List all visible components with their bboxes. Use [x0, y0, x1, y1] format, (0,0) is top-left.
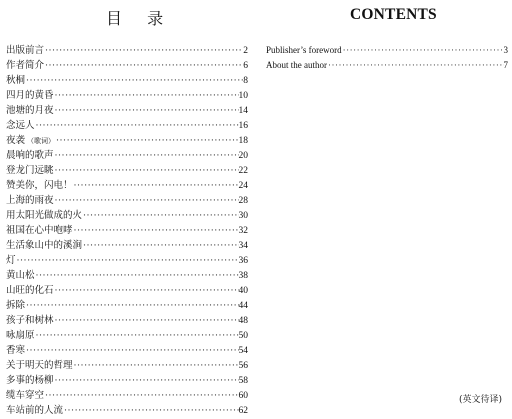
toc-entry-title — [6, 253, 16, 268]
toc-page-number: 34 — [238, 241, 248, 251]
toc-entry-title-text: 作者简介 — [6, 60, 45, 71]
toc-entry — [6, 388, 248, 403]
toc-entry — [6, 103, 248, 118]
toc-page-number: 50 — [238, 331, 248, 341]
toc-entry — [6, 223, 248, 238]
toc-entry — [6, 193, 248, 208]
toc-entry-title-text: 用太阳光做成的火 — [6, 210, 83, 221]
toc-entry-title-text: 念远人 — [6, 120, 35, 131]
toc-entry-title-text: 孩子和树林 — [6, 315, 54, 326]
toc-dot-leader — [54, 163, 239, 178]
toc-entry-title-text: 关于明天的哲理 — [6, 360, 73, 371]
toc-dot-leader — [54, 373, 239, 388]
toc-dot-leader — [25, 343, 238, 358]
toc-entry — [6, 373, 248, 388]
toc-entry-title — [6, 268, 35, 283]
toc-dot-leader — [44, 58, 243, 73]
toc-dot-leader — [342, 43, 504, 58]
toc-entry — [6, 343, 248, 358]
toc-entry-title-text: 生活象山中的溪涧 — [6, 240, 83, 251]
toc-dot-leader — [73, 223, 239, 238]
toc-entry — [6, 163, 248, 178]
toc-entry — [6, 268, 248, 283]
toc-entry-title — [266, 43, 342, 58]
toc-page-number: 16 — [238, 121, 248, 131]
toc-page-number: 60 — [238, 391, 248, 401]
toc-page-number: 22 — [238, 166, 248, 176]
toc-dot-leader — [25, 73, 243, 88]
toc-dot-leader — [44, 388, 238, 403]
toc-entry-title-text: 四月的黄昏 — [6, 90, 54, 101]
toc-entry — [6, 118, 248, 133]
toc-entry-title — [6, 118, 35, 133]
toc-entry-title — [6, 133, 55, 149]
toc-entry-title — [6, 313, 54, 328]
toc-page-number: 58 — [238, 376, 248, 386]
toc-page-number: 32 — [238, 226, 248, 236]
toc-dot-leader — [73, 358, 239, 373]
toc-dot-leader — [54, 88, 239, 103]
toc-entry — [6, 178, 248, 193]
toc-entry — [6, 88, 248, 103]
toc-entry-title-text: 秋桐 — [6, 75, 26, 86]
toc-entry-title-text: 登龙门远眺 — [6, 165, 54, 176]
toc-entry — [6, 313, 248, 328]
toc-page-number: 44 — [238, 301, 248, 311]
toc-dot-leader — [73, 178, 239, 193]
english-contents-heading: CONTENTS — [350, 6, 437, 23]
toc-page-number: 6 — [243, 61, 248, 71]
toc-entry-title — [266, 58, 327, 73]
toc-entry — [6, 283, 248, 298]
toc-entry-title — [6, 58, 44, 73]
toc-page-number: 62 — [238, 406, 248, 416]
toc-dot-leader — [327, 58, 504, 73]
english-toc-list — [266, 43, 508, 73]
toc-dot-leader — [16, 253, 239, 268]
toc-dot-leader — [54, 283, 239, 298]
toc-entry — [6, 328, 248, 343]
toc-entry-title-text: 车站前的人流 — [6, 405, 64, 416]
toc-page-number: 14 — [238, 106, 248, 116]
toc-entry-title — [6, 88, 54, 103]
toc-dot-leader — [54, 103, 239, 118]
toc-dot-leader — [54, 313, 239, 328]
toc-page-number: 20 — [238, 151, 248, 161]
toc-dot-leader — [35, 118, 239, 133]
toc-entry-title — [6, 388, 44, 403]
toc-page-number: 10 — [238, 91, 248, 101]
toc-dot-leader — [35, 268, 239, 283]
toc-entry-title — [6, 298, 25, 313]
toc-dot-leader — [44, 43, 243, 58]
toc-entry-title — [6, 358, 73, 373]
toc-entry-title — [6, 43, 44, 58]
chinese-toc-list — [6, 43, 248, 418]
toc-entry-title-text: 上海的雨夜 — [6, 195, 54, 206]
toc-entry-title-text: 祖国在心中咆哮 — [6, 225, 73, 236]
toc-entry — [6, 73, 248, 88]
toc-entry-title-text: 山旺的化石 — [6, 285, 54, 296]
toc-page-number: 54 — [238, 346, 248, 356]
toc-entry-title — [6, 343, 25, 358]
toc-entry-title-text: 咏扇原 — [6, 330, 35, 341]
toc-entry — [6, 58, 248, 73]
toc-page-number: 18 — [238, 136, 248, 146]
toc-page-number: 48 — [238, 316, 248, 326]
toc-entry — [6, 43, 248, 58]
toc-dot-leader — [82, 238, 238, 253]
toc-entry-title — [6, 223, 73, 238]
toc-dot-leader — [25, 298, 238, 313]
toc-entry — [6, 253, 248, 268]
toc-entry — [6, 298, 248, 313]
toc-entry-title — [6, 373, 54, 388]
toc-entry-title-text: 拆除 — [6, 300, 26, 311]
toc-page-number: 8 — [243, 76, 248, 86]
toc-page-number: 56 — [238, 361, 248, 371]
toc-entry-title-text: 多事的杨柳 — [6, 375, 54, 386]
toc-entry-title-text: 缆车穿空 — [6, 390, 45, 401]
toc-entry-title — [6, 283, 54, 298]
toc-entry-title-text: 出版前言 — [6, 45, 45, 56]
toc-entry-title-text: Publisher’s foreword — [266, 45, 342, 55]
toc-entry-title — [6, 163, 54, 178]
toc-page-number: 24 — [238, 181, 248, 191]
toc-page-number: 38 — [238, 271, 248, 281]
toc-dot-leader — [82, 208, 238, 223]
toc-dot-leader — [54, 193, 239, 208]
toc-entry — [6, 148, 248, 163]
toc-entry-title-text: 池塘的月夜 — [6, 105, 54, 116]
toc-entry-title — [6, 208, 82, 223]
toc-entry-title-text: About the author — [266, 60, 327, 70]
toc-page-number: 40 — [238, 286, 248, 296]
toc-page-number: 36 — [238, 256, 248, 266]
translator-note: (英文待译) — [458, 395, 502, 405]
toc-entry-title — [6, 193, 54, 208]
toc-page-number: 28 — [238, 196, 248, 206]
toc-entry-title-text: 灯 — [6, 255, 16, 266]
toc-page-number: 30 — [238, 211, 248, 221]
toc-entry-title — [6, 328, 35, 343]
toc-entry-title — [6, 178, 73, 193]
toc-page-number: 3 — [503, 45, 508, 55]
toc-entry — [6, 238, 248, 253]
toc-entry-title — [6, 238, 82, 253]
toc-entry-title-text: 香寒 — [6, 345, 26, 356]
toc-entry — [266, 58, 508, 73]
toc-entry-title-text: 黄山松 — [6, 270, 35, 281]
toc-dot-leader — [55, 133, 238, 148]
toc-entry-title-text: 赞美你，闪电！ — [6, 180, 73, 191]
toc-page-number: 2 — [243, 46, 248, 56]
toc-entry-title-text: 夜袭 — [6, 135, 26, 146]
toc-entry — [266, 43, 508, 58]
toc-entry-title — [6, 103, 54, 118]
toc-entry-title-text: 晨响的歌声 — [6, 150, 54, 161]
toc-page-number: 7 — [503, 60, 508, 70]
toc-entry — [6, 133, 248, 148]
toc-entry-subtitle: （歌词） — [27, 137, 56, 145]
toc-entry — [6, 208, 248, 223]
toc-entry-title — [6, 73, 25, 88]
chinese-contents-heading: 目 录 — [106, 9, 174, 28]
toc-entry — [6, 358, 248, 373]
toc-dot-leader — [54, 148, 239, 163]
toc-entry-title — [6, 148, 54, 163]
toc-dot-leader — [35, 328, 239, 343]
